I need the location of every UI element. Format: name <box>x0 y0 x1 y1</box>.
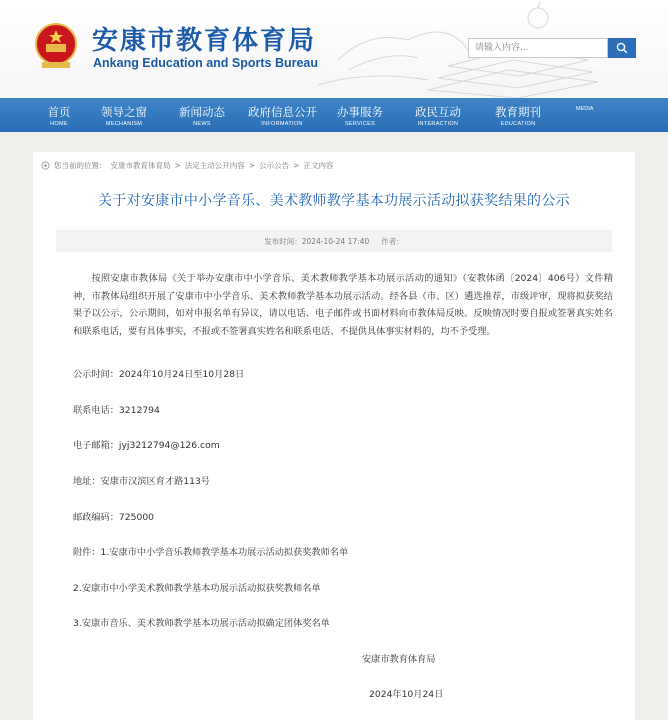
breadcrumb <box>41 160 333 171</box>
nav-sublabel: SERVICES <box>344 121 376 127</box>
article-paragraph: 按照安康市教体局《关于举办安康市中小学音乐、美术教师教学基本功展示活动的通知》（安教体函〔2024〕406号）文件精神，市教体局组织开展了安康市中小学音乐、美术教师教学基本功展示活动。经各县（市、区）遴选推荐，市级评审，现将拟获奖结果予以公示，公示期间，如对申报名单有异议，请以电话、电子邮件或书面材料向市教体局反映。反映情况时要自报或签署真实姓名和联系电话，要有具体事实，不报或不签署真实姓名和联系电话、不提供具体事实材料的，均不予受理。 <box>73 273 613 337</box>
nav-education[interactable] <box>494 98 542 132</box>
signature-date: 2024年10月24日 <box>369 689 444 700</box>
nav-interaction[interactable] <box>414 98 462 132</box>
contact-address: 地址：安康市汉滨区育才路113号 <box>73 476 210 487</box>
article-meta <box>56 230 612 252</box>
nav-services[interactable] <box>336 98 384 132</box>
signature: 安康市教育体育局 <box>362 654 436 665</box>
attachment-link[interactable]: 附件：1.安康市中小学音乐教师教学基本功展示活动拟获奖教师名单 <box>73 547 349 558</box>
nav-home[interactable] <box>44 98 74 132</box>
nav-news[interactable] <box>178 98 226 132</box>
breadcrumb-item: 正文内容 <box>303 161 334 170</box>
nav-information[interactable] <box>248 98 316 132</box>
nav-label: 领导之窗 <box>101 105 147 119</box>
article-panel <box>33 152 635 720</box>
location-icon <box>41 161 50 170</box>
attachment-link[interactable]: 3.安康市音乐、美术教师教学基本功展示活动拟确定团体奖名单 <box>73 618 330 629</box>
publish-label: 发布时间： <box>264 236 302 246</box>
breadcrumb-separator: > <box>293 161 300 170</box>
nav-sublabel: MECHANISM <box>105 121 143 127</box>
breadcrumb-prefix: 您当前的位置： <box>54 161 107 170</box>
nav-sublabel: INTERACTION <box>417 121 459 127</box>
article-title: 关于对安康市中小学音乐、美术教师教学基本功展示活动拟获奖结果的公示 <box>98 193 570 209</box>
nav-label: 政府信息公开 <box>248 105 317 119</box>
main-nav <box>0 98 668 132</box>
breadcrumb-item[interactable]: 安康市教育体育局 <box>110 161 171 170</box>
breadcrumb-item[interactable]: 公示公告 <box>259 161 290 170</box>
site-subtitle: Ankang Education and Sports Bureau <box>93 56 319 70</box>
search-icon <box>616 42 628 54</box>
nav-leadership[interactable] <box>100 98 148 132</box>
nav-sublabel: NEWS <box>193 121 211 127</box>
search-button[interactable] <box>608 38 636 58</box>
nav-sublabel: EDUCATION <box>500 121 536 127</box>
national-emblem-icon <box>34 22 78 70</box>
breadcrumb-separator: > <box>174 161 181 170</box>
breadcrumb-separator: > <box>248 161 256 170</box>
publish-value: 2024-10-24 17:40 <box>301 236 370 246</box>
publish-time <box>264 236 369 247</box>
nav-label: 教育期刊 <box>495 105 541 119</box>
nav-sublabel: INFORMATION <box>261 121 303 127</box>
author-label: 作者： <box>381 236 404 246</box>
search-input[interactable] <box>468 38 608 58</box>
nav-sublabel: HOME <box>50 121 68 127</box>
nav-label: 新闻动态 <box>179 105 225 119</box>
contact-phone: 联系电话：3212794 <box>73 405 160 416</box>
announcement-period: 公示时间：2024年10月24日至10月28日 <box>73 369 245 380</box>
contact-email: 电子邮箱：jyj3212794@126.com <box>73 440 220 451</box>
attachment-link[interactable]: 2.安康市中小学美术教师教学基本功展示活动拟获奖教师名单 <box>73 583 321 594</box>
site-title: 安康市教育体育局 <box>92 26 317 56</box>
site-header <box>0 0 668 98</box>
nav-label: 首页 <box>47 105 71 119</box>
nav-label: 办事服务 <box>337 105 383 119</box>
postcode: 邮政编码：725000 <box>73 512 155 523</box>
breadcrumb-item[interactable]: 法定主动公开内容 <box>184 161 245 170</box>
nav-label: 政民互动 <box>415 105 461 119</box>
nav-media[interactable]: MEDIA <box>576 106 594 112</box>
